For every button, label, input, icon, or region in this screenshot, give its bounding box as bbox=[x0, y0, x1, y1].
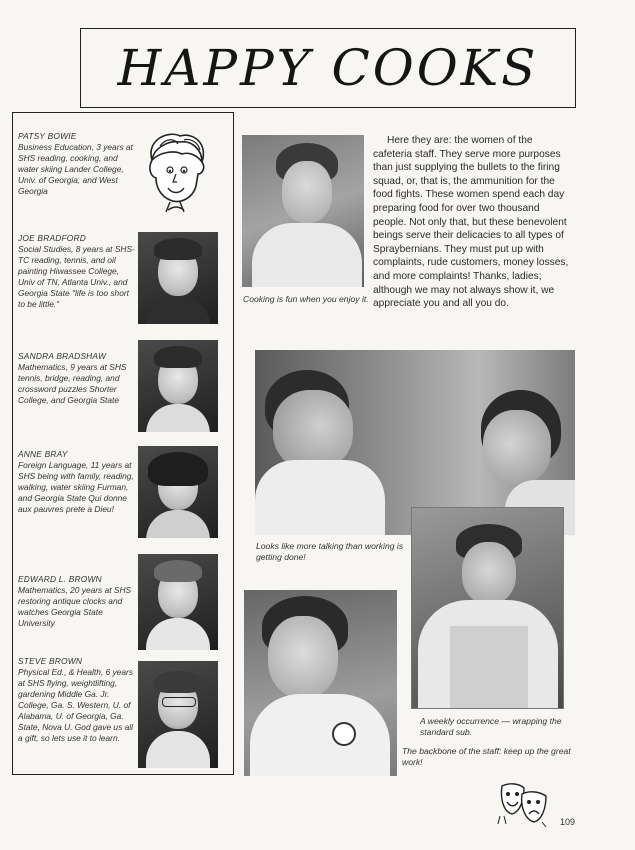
faculty-portrait bbox=[138, 554, 218, 650]
faculty-portrait bbox=[138, 446, 218, 538]
cafeteria-photo-backbone bbox=[244, 590, 397, 776]
faculty-name: EDWARD L. BROWN bbox=[18, 574, 102, 584]
faculty-name: STEVE BROWN bbox=[18, 656, 83, 666]
cartoon-woman-face-icon bbox=[140, 130, 210, 214]
faculty-details: Business Education, 3 years at SHS reading, cooking, and water skiing Lander College, Univ. of Georgia, and West Georgia bbox=[18, 142, 133, 196]
faculty-portrait bbox=[138, 340, 218, 432]
faculty-details: Foreign Language, 11 years at SHS being with family, reading, walking, water skiing Furman, and Georgia State Qui donne aux pauvres prete a Dieu! bbox=[18, 460, 134, 514]
faculty-bio bbox=[18, 449, 138, 515]
photo-caption: The backbone of the staff: keep up the great work! bbox=[402, 746, 571, 767]
cafeteria-photo-cooking bbox=[242, 135, 364, 287]
article-text: Here they are: the women of the cafeteria staff. They serve more purposes than just supplying the bullets to the firing squad, or, that is, the ammunition for the food fights. These women spend each day preparing food for over two thousand people. Not only that, but these benevolent beings serve their delicacies to all types of Spraybernians. They must put up with complaints, rude customers, money losses, and more complaints! Thanks, ladies; although we may not always show it, we appreciate you and all you do. bbox=[373, 135, 569, 310]
faculty-portrait bbox=[138, 232, 218, 324]
faculty-bio bbox=[18, 131, 138, 197]
photo-caption: Looks like more talking than working is getting done! bbox=[256, 541, 404, 562]
faculty-details: Physical Ed., & Health, 6 years at SHS flying, weightlifting, gardening Middle Ga. Jr. College, Ga. S. Western, U. of Alabama, U. of Georgia, Ga. State, Nova U. God gave us all a gift, so lets use it to learn. bbox=[18, 667, 133, 743]
faculty-details: Social Studies, 8 years at SHS-TC reading, tennis, and oil painting Hiwassee College, Univ of TN, Atlanta Univ., and Georgia State "life is too short to be little." bbox=[18, 244, 135, 309]
faculty-name: SANDRA BRADSHAW bbox=[18, 351, 107, 361]
photo-caption: A weekly occurrence — wrapping the standard sub. bbox=[420, 716, 562, 737]
faculty-bio bbox=[18, 656, 138, 744]
faculty-bio bbox=[18, 351, 138, 406]
page-number: 109 bbox=[560, 817, 576, 827]
cafeteria-photo-wrapping bbox=[411, 507, 564, 709]
faculty-details: Mathematics, 20 years at SHS restoring antique clocks and watches Georgia State University bbox=[18, 585, 132, 628]
faculty-details: Mathematics, 9 years at SHS tennis, bridge, reading, and crossword puzzles Shorter College, and Georgia State bbox=[18, 362, 127, 405]
faculty-name: JOE BRADFORD bbox=[18, 233, 87, 243]
faculty-portrait bbox=[138, 661, 218, 768]
faculty-name: PATSY BOWIE bbox=[18, 131, 77, 141]
page-title: HAPPY COOKS bbox=[117, 39, 539, 97]
faculty-bio bbox=[18, 574, 138, 629]
photo-caption: Cooking is fun when you enjoy it. bbox=[243, 294, 369, 304]
faculty-name: ANNE BRAY bbox=[18, 449, 68, 459]
title-box bbox=[80, 28, 576, 108]
theater-masks-icon bbox=[496, 780, 552, 828]
faculty-bio bbox=[18, 233, 138, 310]
